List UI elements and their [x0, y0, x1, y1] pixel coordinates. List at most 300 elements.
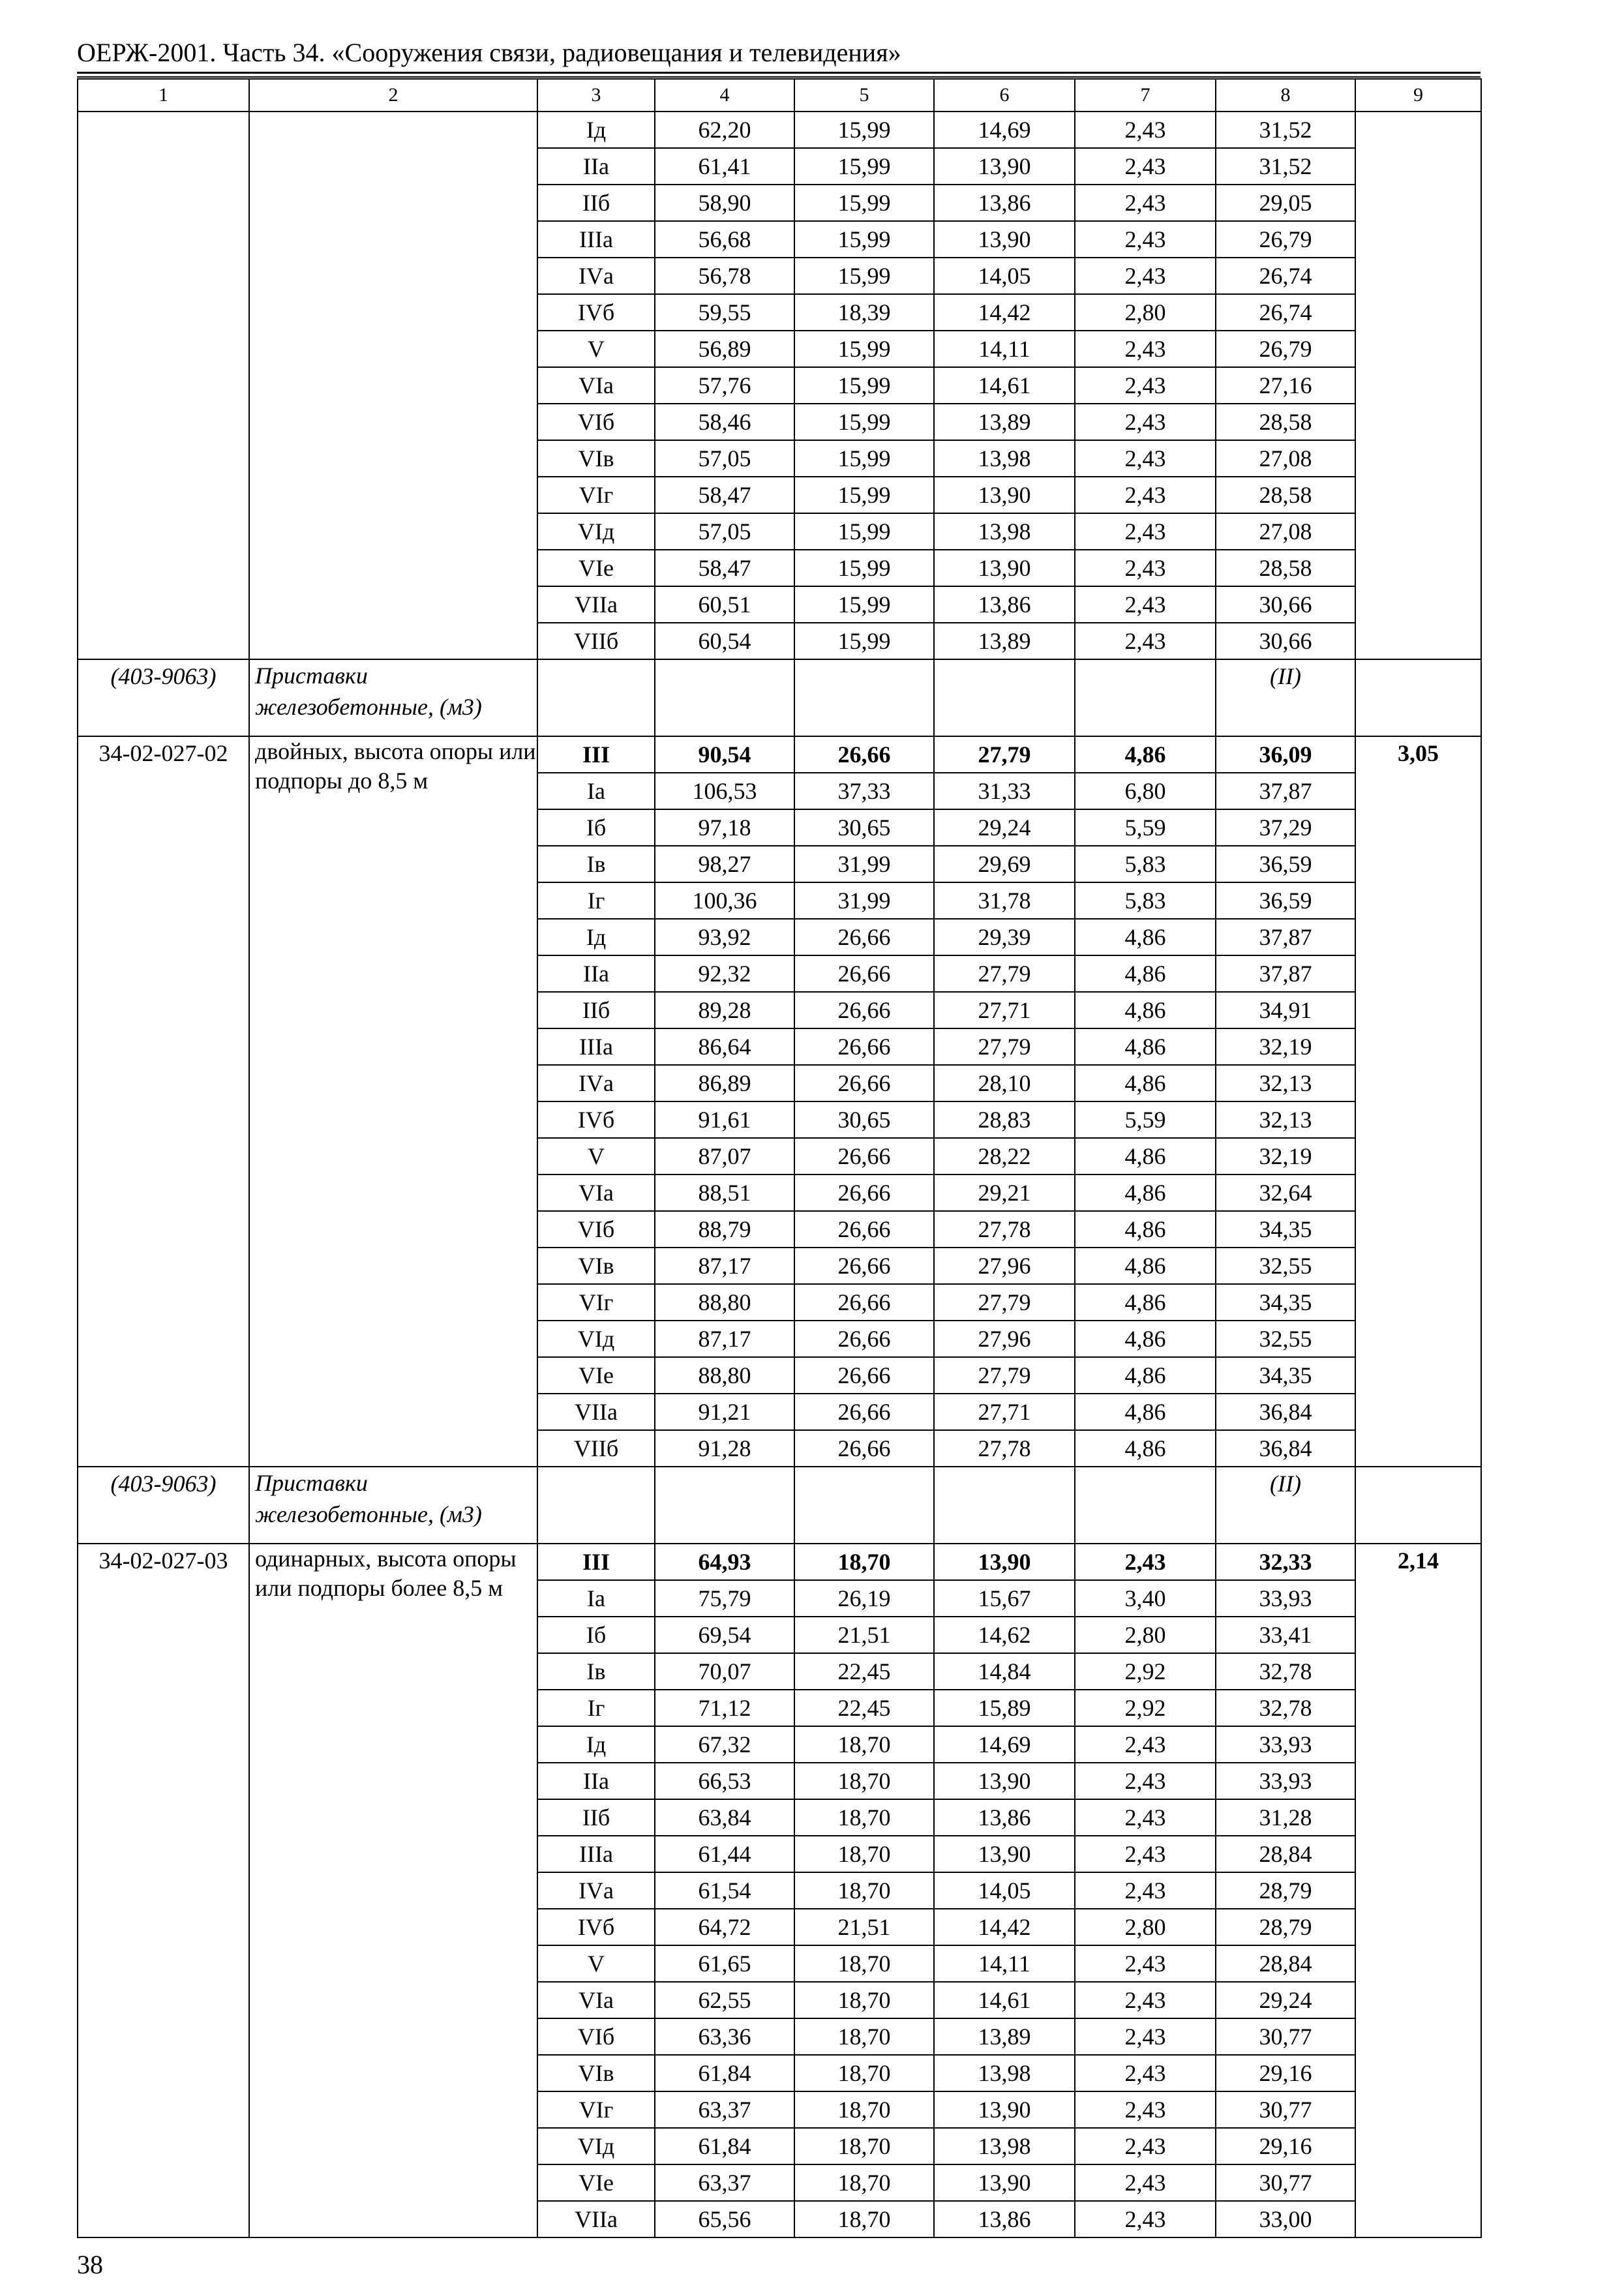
- value-cell: 15,99: [794, 112, 934, 148]
- value-cell: 13,90: [934, 477, 1075, 513]
- value-cell: 33,41: [1216, 1617, 1355, 1653]
- value-cell: 14,69: [934, 112, 1075, 148]
- value-cell: 28,79: [1216, 1909, 1355, 1945]
- value-cell: 26,66: [794, 1248, 934, 1284]
- value-cell: 58,47: [655, 477, 794, 513]
- value-cell: 62,55: [655, 1982, 794, 2018]
- zone-cell: VIа: [537, 1174, 655, 1211]
- value-cell: 18,70: [794, 1726, 934, 1763]
- value-cell: 87,17: [655, 1321, 794, 1357]
- value-cell: 26,66: [794, 955, 934, 992]
- value-cell: 2,43: [1075, 623, 1216, 659]
- value-cell: 14,69: [934, 1726, 1075, 1763]
- zone-cell: VIе: [537, 550, 655, 586]
- value-cell: 2,92: [1075, 1690, 1216, 1726]
- zone-cell: VIд: [537, 2128, 655, 2164]
- value-cell: 28,83: [934, 1101, 1075, 1138]
- value-cell: 33,93: [1216, 1580, 1355, 1617]
- value-cell: 14,11: [934, 331, 1075, 367]
- zone-cell: VIв: [537, 2055, 655, 2091]
- value-cell: 4,86: [1075, 1248, 1216, 1284]
- value-cell: 88,79: [655, 1211, 794, 1248]
- value-cell: 27,79: [934, 736, 1075, 773]
- value-cell: 2,80: [1075, 1617, 1216, 1653]
- value-cell: 15,99: [794, 477, 934, 513]
- value-cell: 18,70: [794, 2201, 934, 2237]
- zone-cell: V: [537, 1945, 655, 1982]
- value-cell: 13,98: [934, 440, 1075, 477]
- value-cell: 26,66: [794, 1430, 934, 1467]
- value-cell: 13,90: [934, 1763, 1075, 1799]
- zone-cell: Iб: [537, 809, 655, 846]
- value-cell: 64,93: [655, 1544, 794, 1580]
- value-cell: 58,46: [655, 404, 794, 440]
- value-cell: 13,90: [934, 148, 1075, 185]
- value-cell: 18,70: [794, 2018, 934, 2055]
- header-rule: [77, 72, 1481, 74]
- value-cell: 30,65: [794, 809, 934, 846]
- zone-cell: IVа: [537, 1872, 655, 1909]
- value-cell: 15,99: [794, 513, 934, 550]
- value-cell: 86,89: [655, 1065, 794, 1101]
- value-cell: 61,44: [655, 1836, 794, 1872]
- value-cell: 63,36: [655, 2018, 794, 2055]
- value-cell: 2,43: [1075, 112, 1216, 148]
- value-cell: 26,66: [794, 1284, 934, 1321]
- value-cell: 18,70: [794, 1763, 934, 1799]
- value-cell: 27,79: [934, 1357, 1075, 1394]
- value-cell: 3,40: [1075, 1580, 1216, 1617]
- value-cell: 18,70: [794, 2128, 934, 2164]
- value-cell: 2,43: [1075, 477, 1216, 513]
- value-cell: 26,79: [1216, 331, 1355, 367]
- value-cell: 26,66: [794, 736, 934, 773]
- table-row: [78, 112, 1481, 148]
- zone-cell: VIг: [537, 477, 655, 513]
- value-cell: 65,56: [655, 2201, 794, 2237]
- value-cell: 37,87: [1216, 955, 1355, 992]
- value-cell: 64,72: [655, 1909, 794, 1945]
- value-cell: 4,86: [1075, 736, 1216, 773]
- value-cell: 15,99: [794, 221, 934, 258]
- zone-cell: Iб: [537, 1617, 655, 1653]
- value-cell: 71,12: [655, 1690, 794, 1726]
- zone-cell: VIб: [537, 1211, 655, 1248]
- value-cell: 2,43: [1075, 2091, 1216, 2128]
- value-cell: 33,00: [1216, 2201, 1355, 2237]
- value-cell: 2,43: [1075, 1799, 1216, 1836]
- value-cell: 28,84: [1216, 1836, 1355, 1872]
- zone-cell: VIе: [537, 1357, 655, 1394]
- value-cell: 15,99: [794, 258, 934, 294]
- value-cell: 13,90: [934, 2164, 1075, 2201]
- value-cell: 26,66: [794, 919, 934, 955]
- value-cell: 4,86: [1075, 992, 1216, 1028]
- value-cell: 26,74: [1216, 294, 1355, 331]
- value-cell: 15,99: [794, 367, 934, 404]
- value-cell: 26,66: [794, 1138, 934, 1174]
- table-row: [78, 736, 1481, 773]
- value-cell: 56,89: [655, 331, 794, 367]
- value-cell: 2,43: [1075, 367, 1216, 404]
- value-cell: 27,71: [934, 1394, 1075, 1430]
- value-cell: 36,59: [1216, 846, 1355, 882]
- zone-cell: VIе: [537, 2164, 655, 2201]
- value-cell: 18,70: [794, 2164, 934, 2201]
- value-cell: 22,45: [794, 1690, 934, 1726]
- value-cell: 5,83: [1075, 882, 1216, 919]
- zone-cell: VIIа: [537, 586, 655, 623]
- value-cell: 13,98: [934, 2055, 1075, 2091]
- value-cell: 4,86: [1075, 955, 1216, 992]
- value-cell: 2,43: [1075, 221, 1216, 258]
- value-cell: 18,70: [794, 1836, 934, 1872]
- value-cell: 2,43: [1075, 550, 1216, 586]
- value-cell: 15,99: [794, 623, 934, 659]
- column-number: 5: [794, 79, 934, 112]
- rates-table: [77, 78, 1482, 2238]
- value-cell: 36,84: [1216, 1394, 1355, 1430]
- value-cell: 15,67: [934, 1580, 1075, 1617]
- zone-cell: IVа: [537, 258, 655, 294]
- zone-cell: IVб: [537, 1909, 655, 1945]
- value-cell: 4,86: [1075, 1028, 1216, 1065]
- value-cell: 30,66: [1216, 623, 1355, 659]
- attachment-name: Приставки железобетонные, (м3): [249, 1467, 537, 1544]
- value-cell: 13,98: [934, 513, 1075, 550]
- value-cell: 100,36: [655, 882, 794, 919]
- zone-cell: V: [537, 331, 655, 367]
- value-cell: 70,07: [655, 1653, 794, 1690]
- value-cell: 34,35: [1216, 1211, 1355, 1248]
- value-cell: 60,54: [655, 623, 794, 659]
- column-number: 8: [1216, 79, 1355, 112]
- value-cell: 31,52: [1216, 112, 1355, 148]
- zone-cell: Iд: [537, 919, 655, 955]
- value-cell: 5,59: [1075, 809, 1216, 846]
- value-cell: 4,86: [1075, 1357, 1216, 1394]
- column-number: 6: [934, 79, 1075, 112]
- value-cell: 87,17: [655, 1248, 794, 1284]
- zone-cell: IIа: [537, 148, 655, 185]
- zone-cell: VIIб: [537, 1430, 655, 1467]
- value-cell: 28,79: [1216, 1872, 1355, 1909]
- value-cell: 2,43: [1075, 1763, 1216, 1799]
- value-cell: 14,42: [934, 1909, 1075, 1945]
- value-cell: 33,93: [1216, 1763, 1355, 1799]
- value-cell: 4,86: [1075, 1284, 1216, 1321]
- value-cell: 4,86: [1075, 1394, 1216, 1430]
- rate-code: [78, 112, 249, 659]
- value-cell: 28,58: [1216, 550, 1355, 586]
- value-cell: 18,70: [794, 1872, 934, 1909]
- attachment-name: Приставки железобетонные, (м3): [249, 659, 537, 736]
- value-cell: 27,79: [934, 1284, 1075, 1321]
- zone-cell: Iв: [537, 846, 655, 882]
- column-number: 3: [537, 79, 655, 112]
- value-cell: 18,39: [794, 294, 934, 331]
- zone-cell: VIв: [537, 440, 655, 477]
- value-cell: 90,54: [655, 736, 794, 773]
- value-cell: 32,19: [1216, 1028, 1355, 1065]
- value-cell: 86,64: [655, 1028, 794, 1065]
- value-cell: 32,55: [1216, 1321, 1355, 1357]
- value-cell: 5,59: [1075, 1101, 1216, 1138]
- value-cell: 13,89: [934, 623, 1075, 659]
- value-cell: 34,35: [1216, 1284, 1355, 1321]
- value-cell: 15,99: [794, 440, 934, 477]
- value-cell: 58,47: [655, 550, 794, 586]
- value-cell: 4,86: [1075, 1174, 1216, 1211]
- value-cell: 2,43: [1075, 1982, 1216, 2018]
- value-cell: 2,43: [1075, 2164, 1216, 2201]
- column-number: 9: [1355, 79, 1481, 112]
- zone-cell: IVб: [537, 1101, 655, 1138]
- value-cell: 56,78: [655, 258, 794, 294]
- value-cell: 31,99: [794, 882, 934, 919]
- value-cell: 97,18: [655, 809, 794, 846]
- attachment-unit-note: (II): [1216, 659, 1355, 736]
- value-cell: 26,66: [794, 1394, 934, 1430]
- zone-cell: IIб: [537, 992, 655, 1028]
- value-cell: 29,24: [1216, 1982, 1355, 2018]
- zone-cell: III: [537, 1544, 655, 1580]
- value-cell: 2,43: [1075, 1945, 1216, 1982]
- rate-description: двойных, высота опоры или подпоры до 8,5 м: [249, 736, 537, 1467]
- value-cell: 2,43: [1075, 185, 1216, 221]
- value-cell: 27,08: [1216, 513, 1355, 550]
- value-cell: 4,86: [1075, 1138, 1216, 1174]
- value-cell: 87,07: [655, 1138, 794, 1174]
- value-cell: 36,59: [1216, 882, 1355, 919]
- value-cell: 27,96: [934, 1248, 1075, 1284]
- value-cell: 26,66: [794, 1028, 934, 1065]
- zone-cell: VIа: [537, 367, 655, 404]
- value-cell: 28,84: [1216, 1945, 1355, 1982]
- value-cell: 32,78: [1216, 1690, 1355, 1726]
- value-cell: 61,65: [655, 1945, 794, 1982]
- value-cell: 29,39: [934, 919, 1075, 955]
- value-cell: 2,43: [1075, 2201, 1216, 2237]
- value-cell: 2,43: [1075, 1726, 1216, 1763]
- value-cell: 27,16: [1216, 367, 1355, 404]
- column-number-row: [78, 79, 1481, 112]
- value-cell: 62,20: [655, 112, 794, 148]
- zone-cell: IIа: [537, 1763, 655, 1799]
- value-cell: 29,16: [1216, 2055, 1355, 2091]
- attachment-row: [78, 659, 1481, 736]
- value-cell: 26,66: [794, 1211, 934, 1248]
- value-cell: 2,43: [1075, 1872, 1216, 1909]
- value-cell: 27,96: [934, 1321, 1075, 1357]
- page-number: 38: [77, 2250, 103, 2279]
- value-cell: 31,28: [1216, 1799, 1355, 1836]
- value-cell: 32,13: [1216, 1065, 1355, 1101]
- value-cell: 66,53: [655, 1763, 794, 1799]
- value-cell: 58,90: [655, 185, 794, 221]
- value-cell: 15,99: [794, 586, 934, 623]
- value-cell: 92,32: [655, 955, 794, 992]
- value-cell: 4,86: [1075, 1321, 1216, 1357]
- value-cell: 91,21: [655, 1394, 794, 1430]
- value-cell: 61,84: [655, 2055, 794, 2091]
- value-cell: 14,42: [934, 294, 1075, 331]
- value-cell: 30,77: [1216, 2018, 1355, 2055]
- value-cell: 14,84: [934, 1653, 1075, 1690]
- value-cell: 30,66: [1216, 586, 1355, 623]
- value-cell: 98,27: [655, 846, 794, 882]
- value-cell: 26,74: [1216, 258, 1355, 294]
- value-cell: 27,79: [934, 955, 1075, 992]
- value-cell: 13,90: [934, 2091, 1075, 2128]
- value-cell: 2,43: [1075, 258, 1216, 294]
- value-cell: 32,64: [1216, 1174, 1355, 1211]
- value-cell: 29,69: [934, 846, 1075, 882]
- zone-cell: Iд: [537, 112, 655, 148]
- value-cell: 27,71: [934, 992, 1075, 1028]
- value-cell: 36,84: [1216, 1430, 1355, 1467]
- zone-cell: VIд: [537, 1321, 655, 1357]
- attachment-code: (403-9063): [78, 659, 249, 736]
- zone-cell: Iг: [537, 882, 655, 919]
- value-cell: 2,43: [1075, 586, 1216, 623]
- value-cell: 31,33: [934, 773, 1075, 809]
- value-cell: 61,84: [655, 2128, 794, 2164]
- value-cell: 60,51: [655, 586, 794, 623]
- value-cell: 32,78: [1216, 1653, 1355, 1690]
- zone-cell: VIIа: [537, 1394, 655, 1430]
- attachment-row: [78, 1467, 1481, 1544]
- zone-cell: IIIа: [537, 1836, 655, 1872]
- zone-cell: VIг: [537, 2091, 655, 2128]
- value-cell: 30,77: [1216, 2091, 1355, 2128]
- value-cell: 69,54: [655, 1617, 794, 1653]
- value-cell: 31,99: [794, 846, 934, 882]
- column-number: 4: [655, 79, 794, 112]
- value-cell: 15,99: [794, 331, 934, 367]
- value-cell: 13,90: [934, 1544, 1075, 1580]
- value-cell: 26,66: [794, 992, 934, 1028]
- value-cell: 15,89: [934, 1690, 1075, 1726]
- value-cell: 4,86: [1075, 919, 1216, 955]
- value-cell: 26,66: [794, 1357, 934, 1394]
- value-cell: 4,86: [1075, 1211, 1216, 1248]
- value-cell: 2,80: [1075, 1909, 1216, 1945]
- value-cell: 91,28: [655, 1430, 794, 1467]
- attachment-code: (403-9063): [78, 1467, 249, 1544]
- value-cell: 13,86: [934, 586, 1075, 623]
- value-cell: 93,92: [655, 919, 794, 955]
- value-cell: 28,22: [934, 1138, 1075, 1174]
- value-cell: 37,33: [794, 773, 934, 809]
- value-cell: 14,61: [934, 1982, 1075, 2018]
- attachment-unit-note: (II): [1216, 1467, 1355, 1544]
- value-cell: 13,86: [934, 185, 1075, 221]
- value-cell: 26,19: [794, 1580, 934, 1617]
- rate-code: 34-02-027-03: [78, 1544, 249, 2237]
- value-cell: 59,55: [655, 294, 794, 331]
- value-cell: 88,80: [655, 1284, 794, 1321]
- value-cell: 106,53: [655, 773, 794, 809]
- value-cell: 37,87: [1216, 773, 1355, 809]
- zone-cell: Iг: [537, 1690, 655, 1726]
- value-cell: 28,10: [934, 1065, 1075, 1101]
- zone-cell: IIб: [537, 1799, 655, 1836]
- value-cell: 32,13: [1216, 1101, 1355, 1138]
- value-cell: 13,86: [934, 2201, 1075, 2237]
- value-cell: 15,99: [794, 185, 934, 221]
- value-cell: 29,24: [934, 809, 1075, 846]
- value-cell: 2,43: [1075, 331, 1216, 367]
- value-cell: 18,70: [794, 1799, 934, 1836]
- value-cell: 27,78: [934, 1211, 1075, 1248]
- value-cell: 13,90: [934, 550, 1075, 586]
- value-cell: 61,41: [655, 148, 794, 185]
- value-cell: 88,80: [655, 1357, 794, 1394]
- value-cell: 22,45: [794, 1653, 934, 1690]
- value-cell: 29,21: [934, 1174, 1075, 1211]
- value-cell: 61,54: [655, 1872, 794, 1909]
- value-cell: 30,65: [794, 1101, 934, 1138]
- value-cell: 91,61: [655, 1101, 794, 1138]
- value-cell: 27,79: [934, 1028, 1075, 1065]
- value-cell: 13,89: [934, 2018, 1075, 2055]
- value-cell: 57,05: [655, 440, 794, 477]
- value-cell: 14,62: [934, 1617, 1075, 1653]
- value-cell: 4,86: [1075, 1065, 1216, 1101]
- value-cell: 67,32: [655, 1726, 794, 1763]
- coefficient-cell: 3,05: [1355, 736, 1481, 1467]
- value-cell: 15,99: [794, 404, 934, 440]
- value-cell: 13,90: [934, 221, 1075, 258]
- zone-cell: Iв: [537, 1653, 655, 1690]
- value-cell: 63,84: [655, 1799, 794, 1836]
- value-cell: 28,58: [1216, 404, 1355, 440]
- value-cell: 57,76: [655, 367, 794, 404]
- value-cell: 34,35: [1216, 1357, 1355, 1394]
- value-cell: 2,43: [1075, 404, 1216, 440]
- value-cell: 2,43: [1075, 2018, 1216, 2055]
- zone-cell: IVа: [537, 1065, 655, 1101]
- value-cell: 88,51: [655, 1174, 794, 1211]
- zone-cell: IIб: [537, 185, 655, 221]
- value-cell: 37,87: [1216, 919, 1355, 955]
- value-cell: 33,93: [1216, 1726, 1355, 1763]
- zone-cell: V: [537, 1138, 655, 1174]
- zone-cell: VIб: [537, 2018, 655, 2055]
- value-cell: 2,43: [1075, 513, 1216, 550]
- value-cell: 27,08: [1216, 440, 1355, 477]
- value-cell: 28,58: [1216, 477, 1355, 513]
- value-cell: 29,16: [1216, 2128, 1355, 2164]
- value-cell: 26,66: [794, 1321, 934, 1357]
- value-cell: 21,51: [794, 1617, 934, 1653]
- coefficient-cell: [1355, 112, 1481, 659]
- value-cell: 75,79: [655, 1580, 794, 1617]
- zone-cell: IIIа: [537, 1028, 655, 1065]
- value-cell: 14,05: [934, 258, 1075, 294]
- value-cell: 37,29: [1216, 809, 1355, 846]
- value-cell: 13,98: [934, 2128, 1075, 2164]
- value-cell: 13,90: [934, 1836, 1075, 1872]
- value-cell: 31,78: [934, 882, 1075, 919]
- value-cell: 18,70: [794, 1982, 934, 2018]
- zone-cell: VIв: [537, 1248, 655, 1284]
- rate-code: 34-02-027-02: [78, 736, 249, 1467]
- zone-cell: Iа: [537, 773, 655, 809]
- value-cell: 56,68: [655, 221, 794, 258]
- value-cell: 26,66: [794, 1174, 934, 1211]
